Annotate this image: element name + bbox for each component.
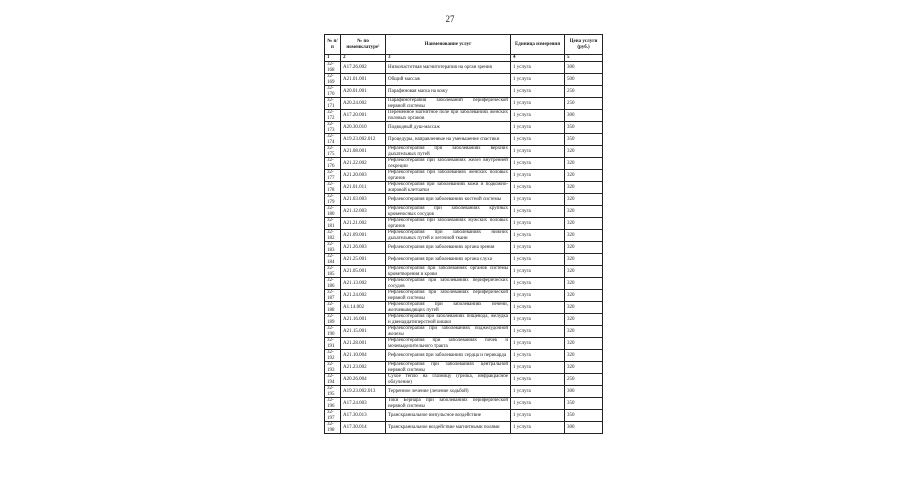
price-cell: 300 <box>565 110 603 122</box>
service-name-cell: Общий массаж <box>386 74 511 86</box>
nomenclature-code-cell: А21.09.001 <box>341 230 386 242</box>
price-cell: 320 <box>565 302 603 314</box>
service-name-cell: Терренное лечение (лечение ходьбой) <box>386 386 511 398</box>
table-row <box>325 386 603 398</box>
nomenclature-code-cell: А21.21.002 <box>341 218 386 230</box>
row-number-cell: 32-170 <box>325 86 341 98</box>
service-name-cell: Токи Бернара при заболеваниях периферической нервной системы <box>386 398 511 410</box>
table-row <box>325 254 603 266</box>
unit-cell: 1 услуга <box>511 206 565 218</box>
price-cell: 300 <box>565 422 603 434</box>
row-number-cell: 32-184 <box>325 254 341 266</box>
nomenclature-code-cell: А20.01.001 <box>341 86 386 98</box>
table-row <box>325 350 603 362</box>
service-name-cell: Транскраниальное воздействие магнитными полями <box>386 422 511 434</box>
header-service-name: Наименование услуг <box>386 35 511 55</box>
table-row <box>325 338 603 350</box>
unit-cell: 1 услуга <box>511 218 565 230</box>
table-row <box>325 62 603 74</box>
table-row <box>325 98 603 110</box>
price-cell: 500 <box>565 74 603 86</box>
service-name-cell: Рефлексотерапия при заболеваниях почек и мочевыделительного тракта <box>386 338 511 350</box>
row-number-cell: 32-181 <box>325 218 341 230</box>
service-name-cell: Рефлексотерапия при заболеваниях пищевода, желудка и двенадцатиперстной кишки <box>386 314 511 326</box>
service-name-cell: Рефлексотерапия при заболеваниях женских половых органов <box>386 170 511 182</box>
nomenclature-code-cell: А21.15.001 <box>341 326 386 338</box>
row-number-cell: 32-178 <box>325 182 341 194</box>
service-name-cell: Низкочастотная магнитотерапия на орган зрения <box>386 62 511 74</box>
price-cell: 320 <box>565 278 603 290</box>
unit-cell: 1 услуга <box>511 86 565 98</box>
unit-cell: 1 услуга <box>511 266 565 278</box>
nomenclature-code-cell: А21.01.011 <box>341 182 386 194</box>
service-name-cell: Рефлексотерапия при заболеваниях периферической нервной системы <box>386 290 511 302</box>
unit-cell: 1 услуга <box>511 242 565 254</box>
row-number-cell: 32-179 <box>325 194 341 206</box>
table-row <box>325 314 603 326</box>
price-cell: 320 <box>565 350 603 362</box>
service-name-cell: Рефлексотерапия при заболеваниях костной системы <box>386 194 511 206</box>
table-row <box>325 302 603 314</box>
unit-cell: 1 услуга <box>511 230 565 242</box>
table-row <box>325 422 603 434</box>
table-row <box>325 218 603 230</box>
nomenclature-code-cell: А17.24.003 <box>341 398 386 410</box>
price-cell: 350 <box>565 122 603 134</box>
table-row <box>325 362 603 374</box>
price-cell: 320 <box>565 158 603 170</box>
price-cell: 320 <box>565 146 603 158</box>
nomenclature-code-cell: А21.10.004 <box>341 350 386 362</box>
table-row <box>325 110 603 122</box>
service-name-cell: Рефлексотерапия при заболеваниях центральной нервной системы <box>386 362 511 374</box>
unit-cell: 1 услуга <box>511 410 565 422</box>
price-cell: 320 <box>565 290 603 302</box>
nomenclature-code-cell: А21.25.001 <box>341 254 386 266</box>
price-cell: 320 <box>565 266 603 278</box>
row-number-cell: 32-187 <box>325 290 341 302</box>
table-row <box>325 410 603 422</box>
nomenclature-code-cell: А17.26.002 <box>341 62 386 74</box>
row-number-cell: 32-195 <box>325 386 341 398</box>
table-row <box>325 134 603 146</box>
unit-cell: 1 услуга <box>511 98 565 110</box>
row-number-cell: 32-189 <box>325 314 341 326</box>
price-cell: 320 <box>565 182 603 194</box>
unit-cell: 1 услуга <box>511 362 565 374</box>
row-number-cell: 32-169 <box>325 74 341 86</box>
service-name-cell: Сухое тепло на глазницу (грелка, инфракрасное облучение) <box>386 374 511 386</box>
service-name-cell: Транскраниальное импульсное воздействие <box>386 410 511 422</box>
price-cell: 350 <box>565 410 603 422</box>
row-number-cell: 32-192 <box>325 350 341 362</box>
unit-cell: 1 услуга <box>511 110 565 122</box>
service-name-cell: Рефлексотерапия при заболеваниях верхних дыхательных путей <box>386 146 511 158</box>
service-name-cell: Подводный душ-массаж <box>386 122 511 134</box>
price-cell: 320 <box>565 194 603 206</box>
service-name-cell: Переменное магнитное поле при заболеваниях женских половых органов <box>386 110 511 122</box>
service-name-cell: Рефлексотерапия при заболеваниях органов системы кроветворения и крови <box>386 266 511 278</box>
nomenclature-code-cell: А21.16.001 <box>341 314 386 326</box>
nomenclature-code-cell: А21.22.002 <box>341 158 386 170</box>
unit-cell: 1 услуга <box>511 302 565 314</box>
nomenclature-code-cell: А19.23.002.012 <box>341 134 386 146</box>
service-name-cell: Рефлексотерапия при заболеваниях желез внутренней секреции <box>386 158 511 170</box>
table-row <box>325 170 603 182</box>
table-row <box>325 230 603 242</box>
unit-cell: 1 услуга <box>511 158 565 170</box>
price-cell: 320 <box>565 314 603 326</box>
row-number-cell: 32-175 <box>325 146 341 158</box>
nomenclature-code-cell: А21.26.003 <box>341 242 386 254</box>
price-cell: 320 <box>565 206 603 218</box>
unit-cell: 1 услуга <box>511 170 565 182</box>
table-row <box>325 182 603 194</box>
table-header-row <box>325 35 603 55</box>
table-row <box>325 290 603 302</box>
nomenclature-code-cell: А20.26.004 <box>341 374 386 386</box>
unit-cell: 1 услуга <box>511 182 565 194</box>
nomenclature-code-cell: А21.12.003 <box>341 206 386 218</box>
row-number-cell: 32-188 <box>325 302 341 314</box>
row-number-cell: 32-172 <box>325 110 341 122</box>
table-row <box>325 278 603 290</box>
unit-cell: 1 услуга <box>511 314 565 326</box>
table-row <box>325 326 603 338</box>
nomenclature-code-cell: А21.28.001 <box>341 338 386 350</box>
service-name-cell: Рефлексотерапия при заболеваниях кожи и подкожно-жировой клетчатки <box>386 182 511 194</box>
nomenclature-code-cell: А20.24.002 <box>341 98 386 110</box>
service-name-cell: Рефлексотерапия при заболеваниях крупных кровеносных сосудов <box>386 206 511 218</box>
table-row <box>325 194 603 206</box>
service-name-cell: Рефлексотерапия при заболеваниях нижних дыхательных путей и легочной ткани <box>386 230 511 242</box>
row-number-cell: 32-176 <box>325 158 341 170</box>
column-number: 2 <box>341 55 386 62</box>
service-name-cell: Рефлексотерапия при заболеваниях органа слуха <box>386 254 511 266</box>
row-number-cell: 32-197 <box>325 410 341 422</box>
nomenclature-code-cell: А21.08.001 <box>341 146 386 158</box>
price-cell: 320 <box>565 254 603 266</box>
service-name-cell: Рефлексотерапия при заболеваниях периферических сосудов <box>386 278 511 290</box>
nomenclature-code-cell: А21.24.002 <box>341 290 386 302</box>
table-row <box>325 206 603 218</box>
service-name-cell: Парафинотерапия заболеваний периферической нервной системы <box>386 98 511 110</box>
column-number: 5 <box>565 55 603 62</box>
column-number: 1 <box>325 55 341 62</box>
table-body <box>325 62 603 434</box>
table-row <box>325 74 603 86</box>
nomenclature-code-cell: А17.30.013 <box>341 410 386 422</box>
nomenclature-code-cell: А21.05.001 <box>341 266 386 278</box>
row-number-cell: 32-186 <box>325 278 341 290</box>
nomenclature-code-cell: А21.20.003 <box>341 170 386 182</box>
unit-cell: 1 услуга <box>511 122 565 134</box>
table-row <box>325 122 603 134</box>
nomenclature-code-cell: А20.30.010 <box>341 122 386 134</box>
nomenclature-code-cell: А21.23.002 <box>341 362 386 374</box>
price-cell: 350 <box>565 398 603 410</box>
table-row <box>325 266 603 278</box>
unit-cell: 1 услуга <box>511 194 565 206</box>
unit-cell: 1 услуга <box>511 134 565 146</box>
unit-cell: 1 услуга <box>511 338 565 350</box>
price-cell: 320 <box>565 362 603 374</box>
row-number-cell: 32-191 <box>325 338 341 350</box>
header-unit: Единица измерения <box>511 35 565 55</box>
service-name-cell: Рефлексотерапия при заболеваниях сердца и перикарда <box>386 350 511 362</box>
nomenclature-code-cell: А21.01.001 <box>341 74 386 86</box>
unit-cell: 1 услуга <box>511 374 565 386</box>
row-number-cell: 32-174 <box>325 134 341 146</box>
row-number-cell: 32-180 <box>325 206 341 218</box>
unit-cell: 1 услуга <box>511 350 565 362</box>
nomenclature-code-cell: А17.20.001 <box>341 110 386 122</box>
service-name-cell: Рефлексотерапия при заболеваниях печени, желчевыводящих путей <box>386 302 511 314</box>
price-cell: 350 <box>565 134 603 146</box>
nomenclature-code-cell: А1.14.002 <box>341 302 386 314</box>
price-cell: 300 <box>565 62 603 74</box>
header-price: Цена услуги (руб.) <box>565 35 603 55</box>
unit-cell: 1 услуга <box>511 422 565 434</box>
row-number-cell: 32-185 <box>325 266 341 278</box>
price-cell: 320 <box>565 338 603 350</box>
table-row <box>325 158 603 170</box>
nomenclature-code-cell: А21.13.002 <box>341 278 386 290</box>
column-number: 3 <box>386 55 511 62</box>
unit-cell: 1 услуга <box>511 290 565 302</box>
row-number-cell: 32-173 <box>325 122 341 134</box>
row-number-cell: 32-183 <box>325 242 341 254</box>
table-row <box>325 242 603 254</box>
price-cell: 320 <box>565 326 603 338</box>
price-cell: 320 <box>565 218 603 230</box>
page-number: 27 <box>445 14 455 24</box>
nomenclature-code-cell: А19.23.002.013 <box>341 386 386 398</box>
column-number: 4 <box>511 55 565 62</box>
unit-cell: 1 услуга <box>511 74 565 86</box>
row-number-cell: 32-193 <box>325 362 341 374</box>
nomenclature-code-cell: А21.03.003 <box>341 194 386 206</box>
row-number-cell: 32-198 <box>325 422 341 434</box>
service-name-cell: Парафиновая маска на кожу <box>386 86 511 98</box>
price-cell: 320 <box>565 230 603 242</box>
service-name-cell: Рефлексотерапия при заболеваниях органа зрения <box>386 242 511 254</box>
row-number-cell: 32-171 <box>325 98 341 110</box>
table-row <box>325 86 603 98</box>
unit-cell: 1 услуга <box>511 398 565 410</box>
unit-cell: 1 услуга <box>511 278 565 290</box>
row-number-cell: 32-194 <box>325 374 341 386</box>
service-name-cell: Рефлексотерапия при заболеваниях мужских половых органов <box>386 218 511 230</box>
price-cell: 250 <box>565 98 603 110</box>
header-nomenclature-code: № по номенклатуре¹ <box>341 35 386 55</box>
price-cell: 250 <box>565 86 603 98</box>
unit-cell: 1 услуга <box>511 386 565 398</box>
price-cell: 250 <box>565 374 603 386</box>
column-number-row <box>325 55 603 62</box>
unit-cell: 1 услуга <box>511 146 565 158</box>
row-number-cell: 32-177 <box>325 170 341 182</box>
price-cell: 320 <box>565 242 603 254</box>
table-row <box>325 398 603 410</box>
row-number-cell: 32-168 <box>325 62 341 74</box>
table-row <box>325 374 603 386</box>
row-number-cell: 32-196 <box>325 398 341 410</box>
unit-cell: 1 услуга <box>511 326 565 338</box>
header-row-number: № п/п <box>325 35 341 55</box>
row-number-cell: 32-190 <box>325 326 341 338</box>
service-name-cell: Процедуры, направленные на уменьшение спастики <box>386 134 511 146</box>
table-row <box>325 146 603 158</box>
price-cell: 300 <box>565 386 603 398</box>
nomenclature-code-cell: А17.30.014 <box>341 422 386 434</box>
unit-cell: 1 услуга <box>511 62 565 74</box>
services-price-table <box>324 34 603 434</box>
row-number-cell: 32-182 <box>325 230 341 242</box>
service-name-cell: Рефлексотерапия при заболеваниях поджелудочной железы <box>386 326 511 338</box>
price-cell: 320 <box>565 170 603 182</box>
unit-cell: 1 услуга <box>511 254 565 266</box>
